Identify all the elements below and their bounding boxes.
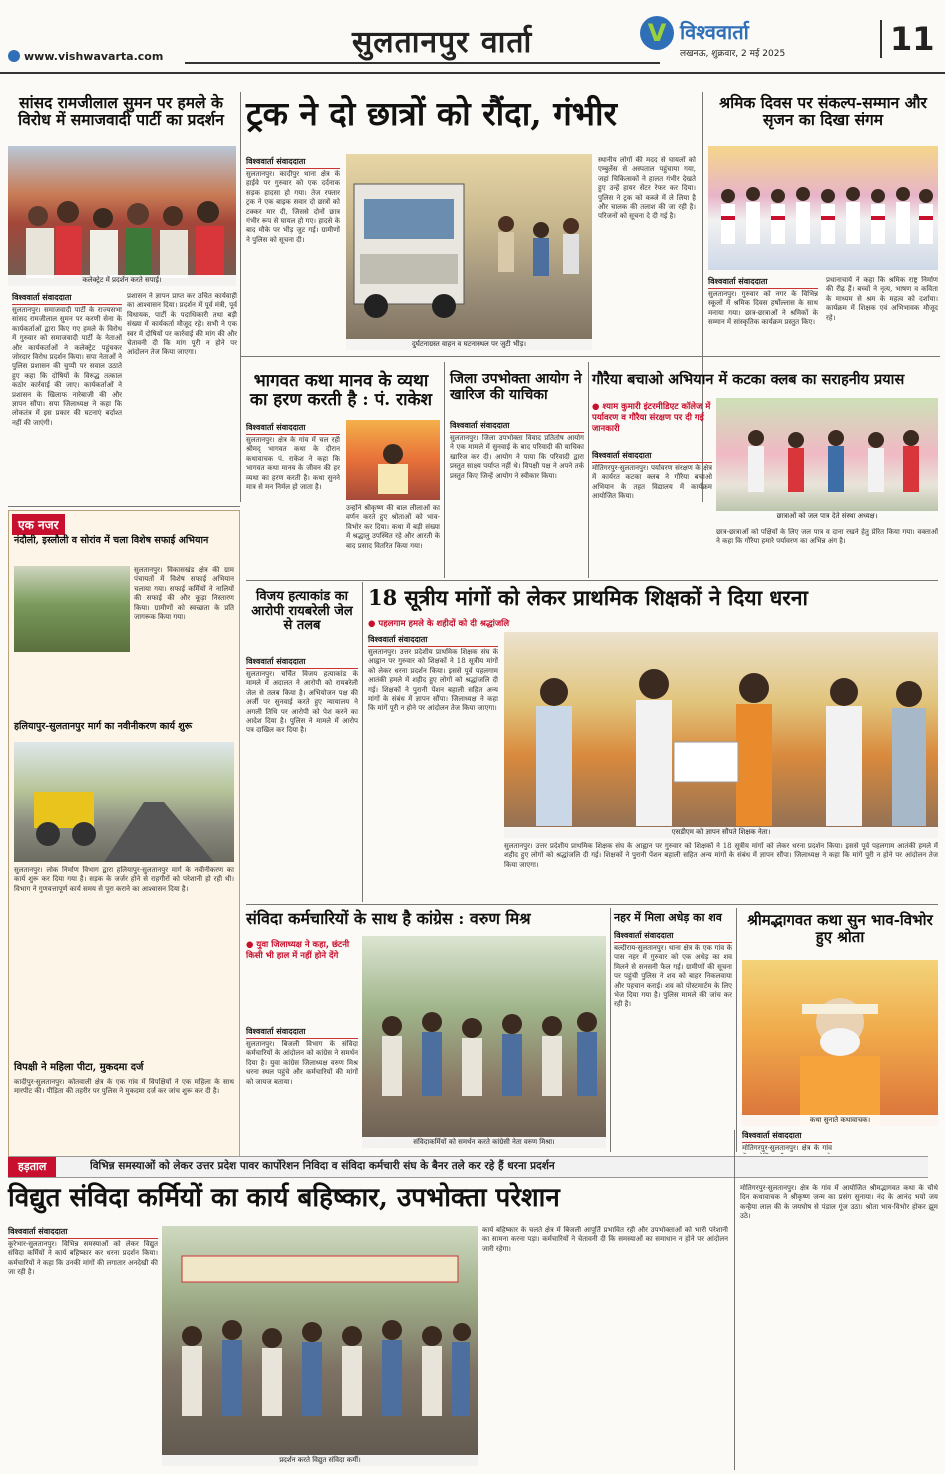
vidyut-photo (162, 1226, 478, 1466)
ek-nazar-item2-body: सुलतानपुर। लोक निर्माण विभाग द्वारा हलियापुर-सुलतानपुर मार्ग के नवीनीकरण का कार्य शुरू कर दिया गया है। सड़क के जर्जर होने से राहगीरों को परेशानी हो रही थी। विभाग ने गुणवत्तापूर्ण कार्य समय से पूरा कराने का आश्वासन दिया है। (14, 866, 234, 893)
samvida-body-a: सुलतानपुर। बिजली विभाग के संविदा कर्मचारियों के आंदोलन को कांग्रेस ने समर्थन दिया है। युवा कांग्रेस जिलाध्यक्ष वरुण मिश्र धरना स्थल पहुंचे और कर्मचारियों की मांगों को जायज बताया। (246, 1040, 358, 1086)
truck-headline: ट्रक ने दो छात्रों को रौंदा, गंभीर (246, 94, 618, 133)
gauraiya-body-a: मोतिगरपुर-सुलतानपुर। पर्यावरण संरक्षण के क्षेत्र में कार्यरत कटका क्लब ने गौरैया बचाओ अभियान के तहत विद्यालय में कार्यक्रम आयोजित किया। (592, 464, 712, 501)
shramik-photo (708, 146, 938, 270)
bullet-icon: ● (592, 402, 603, 412)
samvida-subhead-text: युवा जिलाध्यक्ष ने कहा, छंटनी किसी भी हाल में नहीं होने देंगे (246, 940, 350, 961)
nahar-headline: नहर में मिला अधेड़ का शव (614, 911, 722, 924)
divider (444, 362, 445, 578)
shikshak-photo (504, 632, 938, 838)
samvida-headline: संविदा कर्मचारियों के साथ है कांग्रेस : वरुण मिश्र (246, 909, 531, 928)
ek-nazar-item2-headline: हलियापुर-सुलतानपुर मार्ग का नवीनीकरण कार्य शुरू (14, 721, 193, 732)
vidyut-body-b: कार्य बहिष्कार के चलते क्षेत्र में बिजली आपूर्ति प्रभावित रही और उपभोक्ताओं को भारी परेशानी का सामना करना पड़ा। कर्मचारियों ने चेतावनी दी कि समस्याओं का समाधान न होने पर आंदोलन जारी रहेगा। (482, 1226, 728, 1253)
globe-icon (8, 50, 20, 62)
divider (736, 908, 737, 1152)
sumam-body-a: सुलतानपुर। समाजवादी पार्टी के राज्यसभा सांसद रामजीलाल सुमन पर करणी सेना के कार्यकर्ताओं द्वारा किए गए हमले के विरोध में गुरुवार को समाजवादी पार्टी के नेताओं और कार्यकर्ताओं ने कलेक्ट्रेट पहुंचकर जोरदार विरोध प्रदर्शन किया। सपा नेताओं ने पुलिस प्रशासन की चुप्पी पर सवाल उठाते हुए कहा कि दोषियों के विरुद्ध तत्काल कठोर कार्रवाई की जाए। कार्यकर्ताओं ने प्रशासन के खिलाफ नारेबाजी की और ज्ञापन सौंपा। सपा जिलाध्यक्ष ने कहा कि लोकतंत्र में इस प्रकार की घटनाएं बर्दाश्त नहीं की जाएंगी। (12, 306, 122, 427)
website-url[interactable]: www.vishwavarta.com (24, 50, 164, 63)
road-roller (14, 742, 234, 862)
divider (734, 1130, 735, 1470)
samvida-figures (362, 936, 606, 1148)
gauraiya-photo-caption: छात्राओं को जल पात्र देते संस्था अध्यक्ष। (716, 511, 938, 522)
samvida-photo-caption: संविदाकर्मियों को समर्थन करते कांग्रेसी नेता वरुण मिश्रा। (362, 1137, 606, 1148)
truck-byline: विश्ववार्ता संवाददाता (246, 156, 340, 169)
ek-nazar-item3-headline: विपक्षी ने महिला पीटा, मुकदमा दर्ज (14, 1062, 144, 1073)
upbhokta-body: सुलतानपुर। जिला उपभोक्ता विवाद प्रतितोष आयोग ने एक मामले में सुनवाई के बाद परिवादी की याचिका खारिज कर दी। आयोग ने पाया कि परिवादी द्वारा प्रस्तुत साक्ष्य पर्याप्त नहीं थे। विपक्षी पक्ष ने अपने तर्क प्रस्तुत किए जिन्हें आयोग ने स्वीकार किया। (450, 434, 584, 480)
gauraiya-body-b: छात्र-छात्राओं को पक्षियों के लिए जल पात्र व दाना रखने हेतु प्रेरित किया गया। वक्ताओं ने कहा कि गौरैया हमारे पर्यावरण का अभिन्न अंग है। (716, 528, 938, 546)
hadtal-label: हड़ताल (8, 1157, 56, 1177)
vidyut-byline: विश्ववार्ता संवाददाता (8, 1226, 158, 1239)
divider (702, 92, 703, 502)
divider (246, 580, 938, 581)
vidyut-body-a: कूरेभार-सुलतानपुर। विभिन्न समस्याओं को लेकर विद्युत संविदा कर्मियों ने कार्य बहिष्कार कर धरना प्रदर्शन किया। कर्मचारियों ने कहा कि उनकी मांगों की लगातार अनदेखी की जा रही है। (8, 1240, 158, 1277)
gauraiya-photo (716, 398, 938, 522)
dateline: लखनऊ, शुक्रवार, 2 मई 2025 (680, 49, 786, 59)
bhagwat-body-a: सुलतानपुर। क्षेत्र के गांव में चल रही श्रीमद् भागवत कथा के दौरान कथावाचक पं. राकेश ने कहा कि भागवत कथा मानव के जीवन की हर व्यथा का हरण करती है। कथा सुनने मात्र से मन निर्मल हो जाता है। (246, 436, 340, 492)
shrimad-body-cont: मोतिगरपुर-सुलतानपुर। क्षेत्र के गांव में आयोजित श्रीमद्भागवत कथा के चौथे दिन कथावाचक ने श्रीकृष्ण जन्म का प्रसंग सुनाया। नंद के आनंद भयो जय कन्हैया लाल की के जयघोष से पंडाल गूंज उठा। श्रोता भाव-विभोर होकर झूम उठे। (740, 1184, 938, 1221)
hadtal-text: विभिन्न समस्याओं को लेकर उत्तर प्रदेश पावर कार्पोरेशन निविदा व संविदा कर्मचारी संघ के बैनर तले कर रहे हैं धरना प्रदर्शन (90, 1160, 555, 1172)
bhagwat-headline: भागवत कथा मानव के व्यथा का हरण करती है : पं. राकेश (249, 371, 433, 411)
nahar-byline: विश्ववार्ता संवाददाता (614, 930, 732, 943)
samvida-photo (362, 936, 606, 1148)
shramik-body-b: प्रधानाचार्य ने कहा कि श्रमिक राष्ट्र निर्माण की रीढ़ हैं। बच्चों ने नृत्य, भाषण व कविता के माध्यम से श्रम के महत्व को दर्शाया। कार्यक्रम में शिक्षक एवं अभिभावक मौजूद रहे। (826, 276, 938, 322)
ek-nazar-item1-photo (14, 566, 130, 652)
samvida-byline: विश्ववार्ता संवाददाता (246, 1026, 358, 1039)
shikshak-subhead (368, 618, 668, 629)
vijay-byline: विश्ववार्ता संवाददाता (246, 656, 358, 669)
logo-icon: V (647, 19, 667, 47)
crowd-figures (8, 146, 236, 286)
ek-nazar-item3-body: कादीपुर-सुलतानपुर। कोतवाली क्षेत्र के एक गांव में विपक्षियों ने एक महिला के साथ मारपीट की। पीड़िता की तहरीर पर पुलिस ने मुकदमा दर्ज कर जांच शुरू कर दी है। (14, 1078, 234, 1096)
shikshak-headline: 18 सूत्रीय मांगों को लेकर प्राथमिक शिक्षकों ने दिया धरना (368, 585, 808, 610)
truck-body-a: सुलतानपुर। कादीपुर थाना क्षेत्र के हाईवे पर गुरुवार को एक दर्दनाक सड़क हादसा हो गया। तेज रफ्तार ट्रक ने एक बाइक सवार दो छात्रों को टक्कर मार दी, जिससे दोनों छात्र गंभीर रूप से घायल हो गए। हादसे के बाद मौके पर भीड़ जुट गई। ग्रामीणों ने पुलिस को सूचना दी। (246, 170, 340, 244)
upbhokta-byline: विश्ववार्ता संवाददाता (450, 420, 584, 433)
shikshak-subhead-text: पहलगाम हमले के शहीदों को दी श्रद्धांजलि (378, 619, 510, 629)
gauraiya-byline: विश्ववार्ता संवाददाता (592, 450, 712, 463)
sumam-byline: विश्ववार्ता संवाददाता (12, 292, 122, 305)
bullet-icon: ● (246, 940, 257, 950)
shikshak-byline: विश्ववार्ता संवाददाता (368, 634, 498, 647)
truck-body-b: स्थानीय लोगों की मदद से घायलों को एम्बुलेंस से अस्पताल पहुंचाया गया, जहां चिकित्सकों ने हालत गंभीर देखते हुए उन्हें हायर सेंटर रेफर कर दिया। पुलिस ने ट्रक को कब्जे में ले लिया है और चालक की तलाश की जा रही है। परिजनों को सूचना दे दी गई है। (598, 156, 696, 221)
bhagwat-photo (346, 420, 440, 500)
shramik-byline: विश्ववार्ता संवाददाता (708, 276, 818, 289)
vijay-body: सुलतानपुर। चर्चित विजय हत्याकांड के मामले में अदालत ने आरोपी को रायबरेली जेल से तलब किया है। अभियोजन पक्ष की अर्जी पर सुनवाई करते हुए न्यायालय ने अगली तिथि पर आरोपी को पेश करने का आदेश दिया है। पुलिस ने मामले में आरोप पत्र दाखिल कर दिया है। (246, 670, 358, 735)
shrimad-byline: विश्ववार्ता संवाददाता (742, 1130, 832, 1143)
nahar-body: बल्दीराय-सुलतानपुर। थाना क्षेत्र के एक गांव के पास नहर में गुरुवार को एक अधेड़ का शव मिलने से सनसनी फैल गई। ग्रामीणों की सूचना पर पहुंची पुलिस ने शव को बाहर निकलवाया और पहचान कराई। शव को पोस्टमार्टम के लिए भेज दिया गया है। पुलिस मामले की जांच कर रही है। (614, 944, 732, 1009)
bhagwat-byline: विश्ववार्ता संवाददाता (246, 422, 340, 435)
kathavachak-figure (742, 960, 938, 1126)
divider (588, 362, 589, 578)
truck-photo-caption: दुर्घटनाग्रस्त वाहन व घटनास्थल पर जुटी भीड़। (346, 339, 592, 350)
sumam-body-b: प्रशासन ने ज्ञापन प्राप्त कर उचित कार्यवाही का आश्वासन दिया। प्रदर्शन में पूर्व मंत्री, पूर्व विधायक, पार्टी के पदाधिकारी तथा बड़ी संख्या में कार्यकर्ता मौजूद रहे। सभी ने एक स्वर में दोषियों पर कार्रवाई की मांग की और चेतावनी दी कि मांग पूरी न होने पर आंदोलन तेज किया जाएगा। (127, 292, 237, 357)
truck-photo (346, 154, 592, 350)
shikshak-body: सुलतानपुर। उत्तर प्रदेशीय प्राथमिक शिक्षक संघ के आह्वान पर गुरुवार को शिक्षकों ने 18 सूत्रीय मांगों को लेकर धरना प्रदर्शन किया। इससे पूर्व पहलगाम आतंकी हमले में शहीद हुए लोगों को श्रद्धांजलि दी गई। शिक्षकों ने पुरानी पेंशन बहाली सहित अन्य मांगों के संबंध में ज्ञापन सौंपा। जिलाध्यक्ष ने कहा कि मांगें पूरी न होने पर आंदोलन तेज किया जाएगा। (368, 648, 498, 713)
logo (640, 16, 674, 50)
shramik-body-a: सुलतानपुर। गुरुवार को नगर के विभिन्न स्कूलों में श्रमिक दिवस हर्षोल्लास के साथ मनाया गया। छात्र-छात्राओं ने श्रमिकों के सम्मान में सांस्कृतिक कार्यक्रम प्रस्तुत किए। (708, 290, 818, 327)
shikshak-figures (504, 632, 938, 838)
sumam-headline: सांसद रामजीलाल सुमन पर हमले के विरोध में समाजवादी पार्टी का प्रदर्शन (18, 93, 224, 130)
shramik-headline: श्रमिक दिवस पर संकल्प-सम्मान और सृजन का दिखा संगम (719, 93, 927, 130)
ek-nazar-item1-headline: नंदौली, इस्लौली व सोरांव में चला विशेष सफाई अभियान (14, 535, 209, 546)
masthead-rule (185, 62, 660, 64)
bullet-icon: ● (368, 619, 379, 629)
bhagwat-body-b: उन्होंने श्रीकृष्ण की बाल लीलाओं का वर्णन करते हुए श्रोताओं को भाव-विभोर कर दिया। कथा में बड़ी संख्या में श्रद्धालु उपस्थित रहे और आरती के बाद प्रसाद वितरित किया गया। (346, 504, 440, 550)
ek-nazar-item1-body: सुलतानपुर। विकासखंड क्षेत्र की ग्राम पंचायतों में विशेष सफाई अभियान चलाया गया। सफाई कर्मियों ने नालियों की सफाई की और कूड़ा निस्तारण किया। ग्रामीणों को स्वच्छता के प्रति जागरूक किया गया। (134, 566, 234, 622)
vidyut-crowd (162, 1226, 478, 1466)
upbhokta-headline: जिला उपभोक्ता आयोग ने खारिज की याचिका (450, 371, 582, 403)
vidyut-photo-caption: प्रदर्शन करते विद्युत संविदा कर्मी। (162, 1455, 478, 1466)
gauraiya-subhead-text: श्याम कुमारी इंटरमीडिएट कॉलेज में पर्यावरण व गौरैया संरक्षण पर दी गई जानकारी (592, 402, 711, 434)
gauraiya-headline: गौरैया बचाओ अभियान में कटका क्लब का सराहनीय प्रयास (592, 371, 905, 388)
shrimad-body: मोतिगरपुर-सुलतानपुर। क्षेत्र के गांव (742, 1144, 832, 1152)
divider (8, 506, 240, 507)
hadtal-banner (8, 1156, 928, 1178)
truck-figure (346, 154, 592, 350)
website[interactable] (8, 50, 163, 63)
students-figures (708, 146, 938, 270)
shikshak-body-b: सुलतानपुर। उत्तर प्रदेशीय प्राथमिक शिक्षक संघ के आह्वान पर गुरुवार को शिक्षकों ने 18 सूत्रीय मांगों को लेकर धरना प्रदर्शन किया। इससे पूर्व पहलगाम आतंकी हमले में शहीद हुए लोगों को श्रद्धांजलि दी गई। शिक्षकों ने पुरानी पेंशन बहाली सहित अन्य मांगों के संबंध में ज्ञापन सौंपा। जिलाध्यक्ष ने कहा कि मांगें पूरी न होने पर आंदोलन तेज किया जाएगा। (504, 842, 938, 869)
shikshak-photo-caption: एसडीएम को ज्ञापन सौंपते शिक्षक नेता। (504, 827, 938, 838)
ek-nazar-label: एक नजर (12, 514, 65, 535)
katha-stage (346, 420, 440, 500)
divider (240, 92, 241, 502)
page-number: 11 (880, 20, 935, 58)
shrimad-photo-caption: कथा सुनाते कथावाचक। (742, 1115, 938, 1126)
divider (240, 356, 940, 357)
shrimad-photo (742, 960, 938, 1126)
section-title: सुलतानपुर वार्ता (352, 25, 533, 60)
masthead (0, 0, 945, 74)
samvida-subhead (246, 940, 358, 962)
divider (246, 904, 938, 905)
divider (362, 582, 363, 902)
sumam-photo (8, 146, 236, 286)
gauraiya-figures (716, 398, 938, 522)
gauraiya-subhead (592, 402, 712, 435)
sumam-photo-caption: कलेक्ट्रेट में प्रदर्शन करते सपाई। (8, 275, 236, 286)
vidyut-headline: विद्युत संविदा कर्मियों का कार्य बहिष्कार, उपभोक्ता परेशान (8, 1183, 560, 1213)
ek-nazar-item2-photo (14, 742, 234, 862)
vijay-headline: विजय हत्याकांड का आरोपी रायबरेली जेल से तलब (251, 589, 353, 634)
divider (610, 908, 611, 1152)
shrimad-headline: श्रीमद्भागवत कथा सुन भाव-विभोर हुए श्रोता (747, 911, 933, 946)
logo-text: विश्ववार्ता (680, 20, 749, 44)
